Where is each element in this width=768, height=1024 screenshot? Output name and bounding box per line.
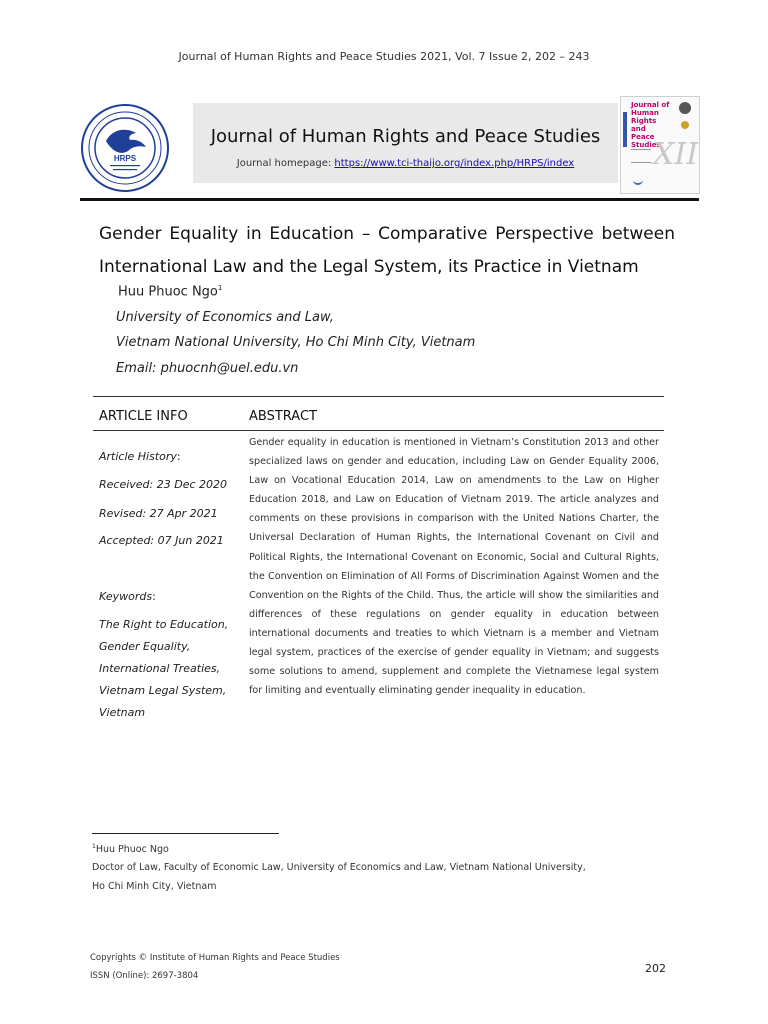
keyword-item: Gender Equality, [99, 640, 191, 653]
running-head: Journal of Human Rights and Peace Studies 2021, Vol. 7 Issue 2, 202 – 243 [178, 50, 590, 63]
keywords-label-text: Keywords [99, 590, 153, 603]
homepage-link[interactable]: https://www.tci-thaijo.org/index.php/HRPS/index [334, 158, 575, 169]
article-title-line1: Gender Equality in Education – Comparative Perspective between [99, 224, 675, 244]
cover-title: Journal of Human Rights and Peace Studies [631, 101, 670, 149]
issn: ISSN (Online): 2697-3804 [90, 971, 199, 981]
section-rule-bottom [93, 430, 664, 431]
revised-date: Revised: 27 Apr 2021 [99, 507, 218, 520]
badge-icon [681, 121, 689, 129]
homepage-label: Journal homepage: [236, 158, 332, 169]
journal-cover-thumbnail [620, 96, 700, 194]
article-title-line2: International Law and the Legal System, its Practice in Vietnam [99, 257, 639, 277]
footnote-mark: 1 [92, 843, 96, 850]
swirl-icon [633, 177, 643, 185]
footnote-name [92, 843, 169, 855]
cover-roman-numeral: XII [653, 137, 699, 172]
copyright-notice: Copyrights © Institute of Human Rights and Peace Studies [90, 953, 340, 963]
footnote-line1: Doctor of Law, Faculty of Economic Law, University of Economics and Law, Vietnam National University, [92, 862, 586, 873]
keywords-label: Keywords: [99, 590, 156, 603]
hrps-logo [80, 103, 170, 193]
received-date: Received: 23 Dec 2020 [99, 478, 228, 491]
section-rule-top [93, 396, 664, 397]
author-name [118, 284, 222, 299]
affiliation-university: University of Economics and Law, [116, 310, 334, 325]
logo-text: HRPS [113, 154, 137, 163]
keyword-item: International Treaties, [99, 662, 221, 675]
journal-homepage [193, 158, 618, 169]
cover-lines [631, 149, 651, 163]
keyword-item: Vietnam Legal System, [99, 684, 227, 697]
article-history-label: Article History: [99, 450, 181, 463]
affiliation-location: Vietnam National University, Ho Chi Minh City, Vietnam [116, 335, 476, 350]
article-title [99, 218, 675, 284]
footnote-rule [92, 833, 279, 834]
author-email: Email: phuocnh@uel.edu.vn [116, 361, 299, 376]
page-number: 202 [645, 962, 666, 975]
keyword-item: Vietnam [99, 706, 146, 719]
abstract-heading: ABSTRACT [249, 409, 317, 424]
footnote-line2: Ho Chi Minh City, Vietnam [92, 881, 217, 892]
keyword-item: The Right to Education, [99, 618, 229, 631]
journal-title: Journal of Human Rights and Peace Studies [210, 126, 601, 147]
seal-icon [679, 102, 691, 114]
footnote-name-text: Huu Phuoc Ngo [95, 844, 169, 856]
accepted-date: Accepted: 07 Jun 2021 [99, 534, 224, 547]
article-history-label-text: Article History [99, 450, 177, 463]
article-info-heading: ARTICLE INFO [99, 409, 188, 424]
author-footnote-mark: 1 [217, 284, 223, 292]
abstract-text: Gender equality in education is mentioned in Vietnam’s Constitution 2013 and other specialized laws on gender and education, including Law on Gender Equality 2006, Law on Vocational Education 2014, Law on amendments to the Law on Higher Education 2018, and Law on Education of Vietnam 2019. The article analyzes and comments on these provisions in comparison with the United Nations Charter, the Universal Declaration of Human Rights, the International Covenant on Civil and Political Rights, the International Covenant on Economic, Social and Cultural Rights, the Convention on Elimination of All Forms of Discrimination Against Women and the Convention on the Rights of the Child. Thus, the article will show the similarities and differences of these regulations on gender equality in education between international documents and treaties to which Vietnam is a member and Vietnam legal system, practices of the exercise of gender equality in Vietnam; and suggests some solutions to amend, supplement and complete the Vietnamese legal system for limiting and eventually eliminating gender inequality in education. [249, 437, 659, 697]
cover-stripe [623, 112, 627, 147]
author-name-text: Huu Phuoc Ngo [118, 284, 218, 300]
header-rule [80, 198, 699, 201]
